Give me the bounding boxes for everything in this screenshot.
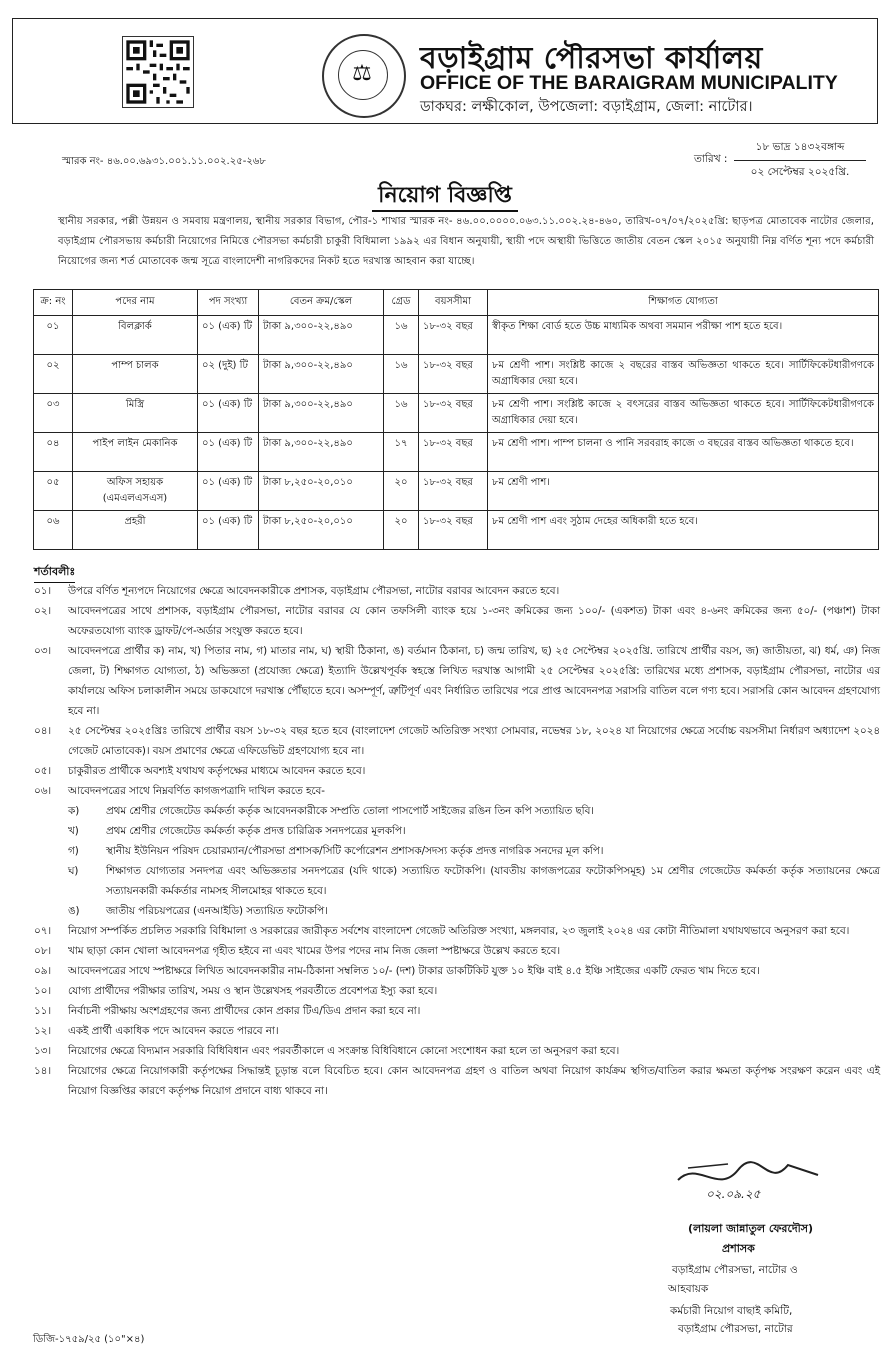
signatory-line: বড়াইগ্রাম পৌরসভা, নাটোর ও bbox=[672, 1264, 798, 1276]
cell-post: মিস্ত্রি bbox=[73, 394, 198, 433]
conditions-list bbox=[34, 581, 880, 1101]
cell-age: ১৮-৩২ বছর bbox=[419, 472, 488, 511]
municipality-seal-icon bbox=[322, 34, 406, 118]
signature-date: ০২.০৯.২৫ bbox=[706, 1187, 761, 1201]
condition-item bbox=[34, 921, 880, 941]
cell-age: ১৮-৩২ বছর bbox=[419, 433, 488, 472]
cell-qualification: স্বীকৃত শিক্ষা বোর্ড হতে উচ্চ মাধ্যমিক অথবা সমমান পরীক্ষা পাশ হতে হবে। bbox=[488, 316, 879, 355]
signatory-line: কর্মচারী নিয়োগ বাছাই কমিটি, bbox=[670, 1305, 793, 1317]
office-name-english: OFFICE OF THE BARAIGRAM MUNICIPALITY bbox=[420, 72, 838, 94]
cell-grade: ১৬ bbox=[384, 355, 419, 394]
sub-condition-text: প্রথম শ্রেণীর গেজেটেড কর্মকর্তা কর্তৃক আবেদনকারীকে সম্প্রতি তোলা পাসপোর্ট সাইজের রঙিন তিন কপি সত্যায়িত ছবি। bbox=[106, 805, 594, 817]
cell-serial: ০৪ bbox=[34, 433, 73, 472]
condition-number: ১১। bbox=[34, 1005, 52, 1017]
table-row bbox=[34, 433, 879, 472]
cell-scale: টাকা ৯,৩০০-২২,৪৯০ bbox=[259, 355, 384, 394]
col-header-count: পদ সংখ্যা bbox=[198, 290, 259, 316]
signatory-title: প্রশাসক bbox=[722, 1242, 755, 1255]
col-header-age: বয়সসীমা bbox=[419, 290, 488, 316]
cell-scale: টাকা ৯,৩০০-২২,৪৯০ bbox=[259, 433, 384, 472]
condition-item bbox=[34, 1061, 880, 1101]
col-header-qualification: শিক্ষাগত যোগ্যতা bbox=[488, 290, 879, 316]
cell-count: ০১ (এক) টি bbox=[198, 394, 259, 433]
cell-grade: ১৬ bbox=[384, 394, 419, 433]
cell-grade: ১৭ bbox=[384, 433, 419, 472]
conditions-title: শর্তাবলীঃ bbox=[34, 563, 75, 583]
cell-count: ০২ (দুই) টি bbox=[198, 355, 259, 394]
sub-condition-item bbox=[34, 801, 880, 821]
condition-number: ০৪। bbox=[34, 725, 52, 737]
table-row bbox=[34, 472, 879, 511]
cell-count: ০১ (এক) টি bbox=[198, 316, 259, 355]
condition-item bbox=[34, 941, 880, 961]
condition-text: নিয়োগ সম্পর্কিত প্রচলিত সরকারি বিধিমালা ও সরকারের জারীকৃত সর্বশেষ বাংলাদেশ গেজেট অতিরিক্ত সংখ্যা, মঙ্গলবার, ২৩ জুলাই ২০২৪ এর কোটা নীতিমালা যথাযথভাবে অনুসরণ করা হবে। bbox=[68, 925, 850, 937]
cell-serial: ০৬ bbox=[34, 511, 73, 550]
condition-number: ০২। bbox=[34, 605, 52, 617]
intro-paragraph: স্থানীয় সরকার, পল্লী উন্নয়ন ও সমবায় মন্ত্রণালয়, স্থানীয় সরকার বিভাগ, পৌর-১ শাখার স্মারক নং- ৪৬.০০.০০০০.০৬৩.১১.০০২.২৪-৪৬০, তারিখ-০৭/০৭/২০২৫খ্রি: ছাড়পত্র মোতাবেক নাটোর জেলার, বড়াইগ্রাম পৌরসভায় কর্মচারী নিয়োগের নিমিত্তে পৌরসভা কর্মচারী চাকুরী বিধিমালা ১৯৯২ এর বিধান অনুযায়ী, স্থায়ী পদে অস্থায়ী ভিত্তিতে জাতীয় বেতন স্কেল ২০১৫ অনুযায়ী নিম্ন বর্ণিত শূন্য পদে কর্মচারী নিয়োগের জন্য শর্ত মোতাবেক জন্ম সূত্রে বাংলাদেশী নাগরিকদের নিকট হতে দরখাস্ত আহবান করা যাচ্ছে। bbox=[58, 216, 874, 267]
cell-age: ১৮-৩২ বছর bbox=[419, 511, 488, 550]
cell-scale: টাকা ৯,৩০০-২২,৪৯০ bbox=[259, 316, 384, 355]
sub-condition-text: স্থানীয় ইউনিয়ন পরিষদ চেয়ারম্যান/পৌরসভা প্রশাসক/সিটি কর্পোরেশন প্রশাসক/সদস্য কর্তৃক প্রদত্ত নাগরিক সনদের মূল কপি। bbox=[106, 845, 604, 857]
signatory-line: আহবায়ক bbox=[668, 1283, 709, 1295]
col-header-post: পদের নাম bbox=[73, 290, 198, 316]
cell-grade: ২০ bbox=[384, 472, 419, 511]
cell-post: পাইপ লাইন মেকানিক bbox=[73, 433, 198, 472]
condition-text: নিয়োগের ক্ষেত্রে নিয়োগকারী কর্তৃপক্ষের সিদ্ধান্তই চূড়ান্ত বলে বিবেচিত হবে। কোন আবেদনপত্র গ্রহণ ও বাতিল অথবা নিয়োগ কার্যক্রম স্থগিত/বাতিল করার ক্ষমতা কর্তৃপক্ষ সংরক্ষণ করেন এবং এই নিয়োগ বিজ্ঞপ্তির কারণে কর্তৃপক্ষ নিয়োগ প্রদানে বাধ্য থাকবে না। bbox=[68, 1065, 880, 1097]
condition-text: নির্বাচনী পরীক্ষায় অংশগ্রহণের জন্য প্রার্থীদের কোন প্রকার টিএ/ডিএ প্রদান করা হবে না। bbox=[68, 1005, 421, 1017]
condition-number: ০৯। bbox=[34, 965, 52, 977]
cell-grade: ২০ bbox=[384, 511, 419, 550]
cell-age: ১৮-৩২ বছর bbox=[419, 394, 488, 433]
qr-code-icon bbox=[122, 36, 194, 108]
signatory-name: (লায়লা জান্নাতুল ফেরদৌস) bbox=[688, 1222, 814, 1235]
cell-serial: ০৩ bbox=[34, 394, 73, 433]
memo-number: স্মারক নং- ৪৬.০০.৬৯৩১.০০১.১১.০০২.২৫-২৬৮ bbox=[62, 156, 266, 167]
cell-qualification: ৮ম শ্রেণী পাশ। bbox=[488, 472, 879, 511]
condition-text: যোগ্য প্রার্থীদের পরীক্ষার তারিখ, সময় ও স্থান উল্লেখসহ পরবর্তীতে প্রবেশপত্র ইস্যু করা হবে। bbox=[68, 985, 438, 997]
date-label: তারিখ : bbox=[694, 153, 728, 165]
sub-condition-text: শিক্ষাগত যোগ্যতার সনদপত্র এবং অভিজ্ঞতার সনদপত্রের (যদি থাকে) সত্যায়িত ফটোকপি। (যাবতীয় কাগজপত্রের ফটোকপিসমূহ) ১ম শ্রেণীর গেজেটেড কর্মকর্তা কর্তৃক সত্যায়নের ক্ষেত্রে সত্যায়নকারী কর্মকর্তার নামসহ সীলমোহর থাকতে হবে। bbox=[106, 865, 880, 897]
condition-text: নিয়োগের ক্ষেত্রে বিদ্যমান সরকারি বিধিবিধান এবং পরবর্তীকালে এ সংক্রান্ত বিধিবিধানে কোনো সংশোধন করা হলে তা অনুসরণ করা হবে। bbox=[68, 1045, 620, 1057]
col-header-grade: গ্রেড bbox=[384, 290, 419, 316]
cell-age: ১৮-৩২ বছর bbox=[419, 355, 488, 394]
cell-count: ০১ (এক) টি bbox=[198, 511, 259, 550]
col-header-scale: বেতন ক্রম/স্কেল bbox=[259, 290, 384, 316]
condition-text: আবেদনপত্রের সাথে নিম্নবর্ণিত কাগজপত্রাদি দাখিল করতে হবে- bbox=[68, 785, 325, 797]
table-row bbox=[34, 394, 879, 433]
condition-text: একই প্রার্থী একাধিক পদে আবেদন করতে পারবে না। bbox=[68, 1025, 279, 1037]
sub-condition-letter: ঘ) bbox=[68, 865, 79, 877]
condition-text: আবেদনপত্রের সাথে স্পষ্টাক্ষরে লিখিত আবেদনকারীর নাম-ঠিকানা সম্বলিত ১০/- (দশ) টাকার ডাকটিকিট যুক্ত ১০ ইঞ্চি বাই ৪.৫ ইঞ্চি সাইজের একটি ফেরত খাম দিতে হবে। bbox=[68, 965, 760, 977]
condition-item bbox=[34, 641, 880, 721]
cell-scale: টাকা ৯,৩০০-২২,৪৯০ bbox=[259, 394, 384, 433]
condition-text: খাম ছাড়া কোন খোলা আবেদনপত্র গৃহীত হইবে না এবং খামের উপর পদের নাম নিজ জেলা স্পষ্টাক্ষরে উল্লেখ করতে হবে। bbox=[68, 945, 561, 957]
sub-condition-letter: গ) bbox=[68, 845, 79, 857]
table-header-row bbox=[34, 290, 879, 316]
cell-grade: ১৬ bbox=[384, 316, 419, 355]
cell-serial: ০১ bbox=[34, 316, 73, 355]
sub-condition-item bbox=[34, 841, 880, 861]
condition-text: আবেদনপত্রে প্রার্থীর ক) নাম, খ) পিতার নাম, গ) মাতার নাম, ঘ) স্থায়ী ঠিকানা, ঙ) বর্তমান ঠিকানা, চ) জন্ম তারিখ, ছ) ২৫ সেপ্টেম্বর ২০২৫খ্রি. তারিখে প্রার্থীর বয়স, জ) জাতীয়তা, ঝ) ধর্ম, ঞ) নিজ জেলা, ট) শিক্ষাগত যোগ্যতা, ঠ) অভিজ্ঞতা (প্রযোজ্য ক্ষেত্রে) ইত্যাদি উল্লেখপূর্বক স্বহস্তে লিখিত দরখাস্ত আগামী ২৫ সেপ্টেম্বর ২০২৫খ্রি: তারিখের মধ্যে প্রশাসক, বড়াইগ্রাম পৌরসভা, নাটোর এর কার্যালয়ে অফিস চলাকালীন সময়ে ডাকযোগে দরখাস্ত পৌঁছাতে হবে। অসম্পূর্ণ, ত্রুটিপূর্ণ এবং নির্ধারিত তারিখের পরে প্রাপ্ত আবেদনপত্র সরাসরি বাতিল বলে গণ্য হবে। সরাসরি কোন আবেদন গ্রহণযোগ্য হবে না। bbox=[68, 645, 880, 717]
condition-item bbox=[34, 721, 880, 761]
cell-post: অফিস সহায়ক (এমএলএসএস) bbox=[73, 472, 198, 511]
condition-item bbox=[34, 1041, 880, 1061]
cell-scale: টাকা ৮,২৫০-২০,০১০ bbox=[259, 511, 384, 550]
condition-item bbox=[34, 1001, 880, 1021]
condition-item bbox=[34, 981, 880, 1001]
table-row bbox=[34, 511, 879, 550]
condition-item bbox=[34, 1021, 880, 1041]
sub-condition-letter: খ) bbox=[68, 825, 79, 837]
sub-condition-item bbox=[34, 861, 880, 901]
vacancy-table bbox=[33, 289, 879, 550]
table-row bbox=[34, 355, 879, 394]
condition-item bbox=[34, 761, 880, 781]
cell-count: ০১ (এক) টি bbox=[198, 433, 259, 472]
cell-count: ০১ (এক) টি bbox=[198, 472, 259, 511]
cell-qualification: ৮ম শ্রেণী পাশ। সংশ্লিষ্ট কাজে ২ বছরের বাস্তব অভিজ্ঞতা থাকতে হবে। সার্টিফিকেটধারীগণকে অগ্রাধিকার দেয়া হবে। bbox=[488, 355, 879, 394]
cell-qualification: ৮ম শ্রেণী পাশ। পাম্প চালনা ও পানি সরবরাহ কাজে ৩ বছরের বাস্তব অভিজ্ঞতা থাকতে হবে। bbox=[488, 433, 879, 472]
condition-number: ০১। bbox=[34, 585, 52, 597]
cell-scale: টাকা ৮,২৫০-২০,০১০ bbox=[259, 472, 384, 511]
sub-condition-text: জাতীয় পরিচয়পত্রের (এনআইডি) সত্যায়িত ফটোকপি। bbox=[106, 905, 328, 917]
condition-text: চাকুরীরত প্রার্থীকে অবশ্যই যথাযথ কর্তৃপক্ষের মাধ্যমে আবেদন করতে হবে। bbox=[68, 765, 366, 777]
cell-qualification: ৮ম শ্রেণী পাশ এবং সুঠাম দেহের অধিকারী হতে হবে। bbox=[488, 511, 879, 550]
signatory-line: বড়াইগ্রাম পৌরসভা, নাটোর bbox=[678, 1323, 793, 1335]
office-name-bengali: বড়াইগ্রাম পৌরসভা কার্যালয় bbox=[420, 41, 763, 76]
date-bengali: ১৮ ভাদ্র ১৪৩২বঙ্গাব্দ bbox=[734, 140, 866, 161]
condition-item bbox=[34, 781, 880, 801]
cell-serial: ০৫ bbox=[34, 472, 73, 511]
seal-emblem-icon: ⚖ bbox=[352, 61, 372, 86]
condition-item bbox=[34, 961, 880, 981]
date-box bbox=[734, 140, 866, 182]
condition-item bbox=[34, 581, 880, 601]
notice-title-text: নিয়োগ বিজ্ঞপ্তি bbox=[372, 183, 518, 212]
cell-post: পাম্প চালক bbox=[73, 355, 198, 394]
cell-age: ১৮-৩২ বছর bbox=[419, 316, 488, 355]
condition-text: উপরে বর্ণিত শূন্যপদে নিয়োগের ক্ষেত্রে আবেদনকারীকে প্রশাসক, বড়াইগ্রাম পৌরসভা, নাটোর বরাবর আবেদন করতে হবে। bbox=[68, 585, 560, 597]
condition-number: ০৫। bbox=[34, 765, 52, 777]
condition-number: ০৮। bbox=[34, 945, 52, 957]
sub-condition-letter: ঙ) bbox=[68, 905, 80, 917]
condition-number: ১৩। bbox=[34, 1045, 52, 1057]
condition-item bbox=[34, 601, 880, 641]
condition-number: ০৭। bbox=[34, 925, 52, 937]
condition-number: ০৩। bbox=[34, 645, 52, 657]
sub-condition-letter: ক) bbox=[68, 805, 80, 817]
condition-number: ১৪। bbox=[34, 1065, 52, 1077]
cell-serial: ০২ bbox=[34, 355, 73, 394]
condition-number: ১২। bbox=[34, 1025, 52, 1037]
office-address: ডাকঘর: লক্ষীকোল, উপজেলা: বড়াইগ্রাম, জেলা: নাটোর। bbox=[420, 99, 753, 115]
cell-post: বিলক্লার্ক bbox=[73, 316, 198, 355]
sub-condition-text: প্রথম শ্রেণীর গেজেটেড কর্মকর্তা কর্তৃক প্রদত্ত চারিত্রিক সনদপত্রের মূলকপি। bbox=[106, 825, 406, 837]
sub-condition-item bbox=[34, 901, 880, 921]
footer-code: ডিজি-১৭৫৯/২৫ (১০"×৪) bbox=[33, 1334, 145, 1345]
col-header-serial: ক্র: নং bbox=[34, 290, 73, 316]
condition-text: আবেদনপত্রের সাথে প্রশাসক, বড়াইগ্রাম পৌরসভা, নাটোর বরাবর যে কোন তফসিলী ব্যাংক হয়ে ১-৩নং ক্রমিকের জন্য ১০০/- (একশত) টাকা এবং ৪-৬নং ক্রমিকের জন্য ৫০/- (পঞ্চাশ) টাকা অফেরতযোগ্য ব্যাংক ড্রাফট/পে-অর্ডার সংযুক্ত করতে হবে। bbox=[68, 605, 880, 637]
cell-post: প্রহরী bbox=[73, 511, 198, 550]
date-english: ০২ সেপ্টেম্বর ২০২৫খ্রি. bbox=[750, 166, 850, 178]
condition-number: ১০। bbox=[34, 985, 52, 997]
sub-condition-item bbox=[34, 821, 880, 841]
table-row bbox=[34, 316, 879, 355]
condition-text: ২৫ সেপ্টেম্বর ২০২৫খ্রিঃ তারিখে প্রার্থীর বয়স ১৮-৩২ বছর হতে হবে (বাংলাদেশ গেজেট অতিরিক্ত সংখ্যা সোমবার, নভেম্বর ১৮, ২০২৪ যা নিয়োগের ক্ষেত্রে সর্বোচ্চ বয়সসীমা নির্ধারণ অধ্যাদেশ ২০২৪ গেজেট মোতাবেক)। বয়স প্রমাণের ক্ষেত্রে এফিডেভিট গ্রহণযোগ্য হবে না। bbox=[68, 725, 880, 757]
notice-title bbox=[0, 178, 890, 215]
cell-qualification: ৮ম শ্রেণী পাশ। সংশ্লিষ্ট কাজে ২ বৎসরের বাস্তব অভিজ্ঞতা থাকতে হবে। সার্টিফিকেটধারীগণকে অগ্রাধিকার দেয়া হবে। bbox=[488, 394, 879, 433]
condition-number: ০৬। bbox=[34, 785, 52, 797]
